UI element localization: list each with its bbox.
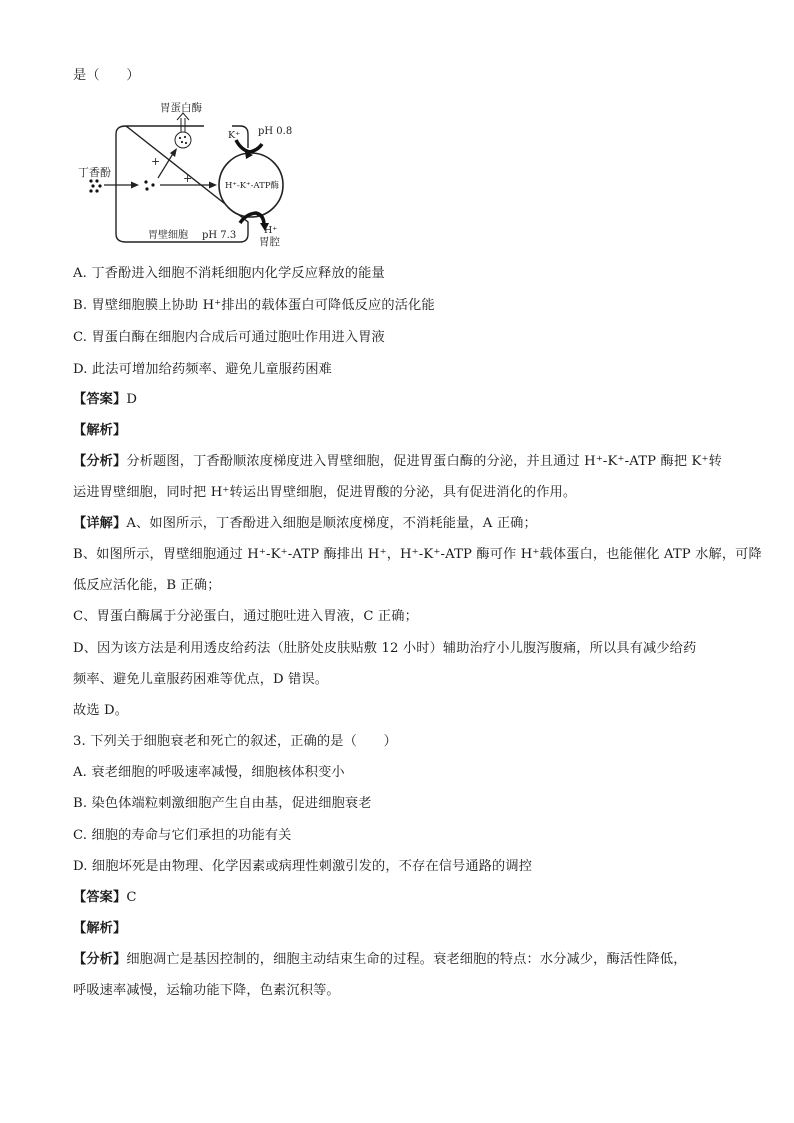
q2-analysis-heading: 【解析】 bbox=[73, 423, 127, 438]
up-arrow-icon bbox=[177, 113, 189, 132]
eugenol-transport-diagram bbox=[78, 98, 308, 250]
q3-option-d: D. 细胞坏死是由物理、化学因素或病理性刺激引发的，不存在信号通路的调控 bbox=[73, 859, 533, 874]
q3-option-a: A. 衰老细胞的呼吸速率减慢，细胞核体积变小 bbox=[73, 765, 345, 780]
q3-fenxi-line-2: 呼吸速率减慢，运输功能下降，色素沉积等。 bbox=[73, 983, 340, 998]
q2-answer bbox=[73, 390, 137, 410]
q2-xiangjie-d-line-2: 频率、避免儿童服药困难等优点，D 错误。 bbox=[73, 672, 329, 687]
q2-conclusion: 故选 D。 bbox=[73, 703, 129, 718]
q3-option-c: C. 细胞的寿命与它们承担的功能有关 bbox=[73, 828, 292, 843]
q2-xiangjie-d-line-1: D、因为该方法是利用透皮给药法（肚脐处皮肤贴敷 12 小时）辅助治疗小儿腹泻腹痛，所以具有减少给药 bbox=[73, 641, 697, 656]
q2-fenxi-line-1: 【分析】分析题图，丁香酚顺浓度梯度进入胃壁细胞，促进胃蛋白酶的分泌，并且通过 H⁺-K⁺-ATP 酶把 K⁺转 bbox=[73, 454, 722, 469]
k-ion-label: K⁺ bbox=[228, 130, 241, 141]
q2-option-c: C. 胃蛋白酶在细胞内合成后可通过胞吐作用进入胃液 bbox=[73, 330, 385, 345]
q2-xiangjie-b-line-2: 低反应活化能，B 正确； bbox=[73, 578, 221, 593]
vesicle bbox=[175, 132, 191, 148]
q2-option-d: D. 此法可增加给药频率、避免儿童服药困难 bbox=[73, 362, 333, 377]
k-ion-arrow bbox=[236, 140, 262, 152]
pump-label: H⁺-K⁺-ATP酶 bbox=[225, 181, 280, 191]
question-stem-tail: 是（ ） bbox=[73, 68, 140, 83]
q2-fenxi-line-2: 运进胃壁细胞，同时把 H⁺转运出胃壁细胞，促进胃酸的分泌，具有促进消化的作用。 bbox=[73, 485, 577, 500]
answer-value: D bbox=[126, 392, 138, 407]
q2-xiangjie-a: 【详解】A、如图所示，丁香酚进入细胞是顺浓度梯度，不消耗能量，A 正确； bbox=[73, 516, 537, 531]
ph-top-label: pH 0.8 bbox=[258, 126, 293, 137]
pepsin-label: 胃蛋白酶 bbox=[160, 102, 202, 114]
q2-xiangjie-b-line-1: B、如图所示，胃壁细胞通过 H⁺-K⁺-ATP 酶排出 H⁺，H⁺-K⁺-ATP 酶可作 H⁺载体蛋白，也能催化 ATP 水解，可降 bbox=[73, 547, 762, 562]
q3-answer bbox=[73, 888, 137, 908]
eugenol-label: 丁香酚 bbox=[78, 166, 111, 179]
eugenol-molecules-outside bbox=[89, 179, 101, 192]
ph-cell-label: pH 7.3 bbox=[202, 230, 237, 241]
plus-sign-pump: + bbox=[183, 172, 193, 185]
lumen-label: 胃腔 bbox=[259, 236, 280, 248]
secretion-arrow bbox=[158, 152, 174, 178]
q3-stem: 3. 下列关于细胞衰老和死亡的叙述，正确的是（ ） bbox=[73, 734, 397, 749]
answer-value: C bbox=[126, 890, 137, 905]
cell-label: 胃壁细胞 bbox=[148, 230, 188, 241]
q2-option-b: B. 胃壁细胞膜上协助 H⁺排出的载体蛋白可降低反应的活化能 bbox=[73, 298, 435, 313]
eugenol-molecules-inside bbox=[144, 180, 154, 190]
q3-fenxi-line-1: 【分析】细胞凋亡是基因控制的，细胞主动结束生命的过程。衰老细胞的特点：水分减少，酶活性降低， bbox=[73, 952, 687, 967]
h-ion-label: H⁺ bbox=[264, 225, 278, 236]
answer-tag: 【答案】 bbox=[73, 890, 127, 905]
plus-sign-secretion: + bbox=[151, 155, 161, 168]
q3-analysis-heading: 【解析】 bbox=[73, 921, 127, 936]
q2-option-a: A. 丁香酚进入细胞不消耗细胞内化学反应释放的能量 bbox=[73, 266, 385, 281]
q2-xiangjie-c: C、胃蛋白酶属于分泌蛋白，通过胞吐进入胃液，C 正确； bbox=[73, 609, 418, 624]
answer-tag: 【答案】 bbox=[73, 392, 127, 407]
q3-option-b: B. 染色体端粒刺激细胞产生自由基，促进细胞衰老 bbox=[73, 796, 372, 811]
